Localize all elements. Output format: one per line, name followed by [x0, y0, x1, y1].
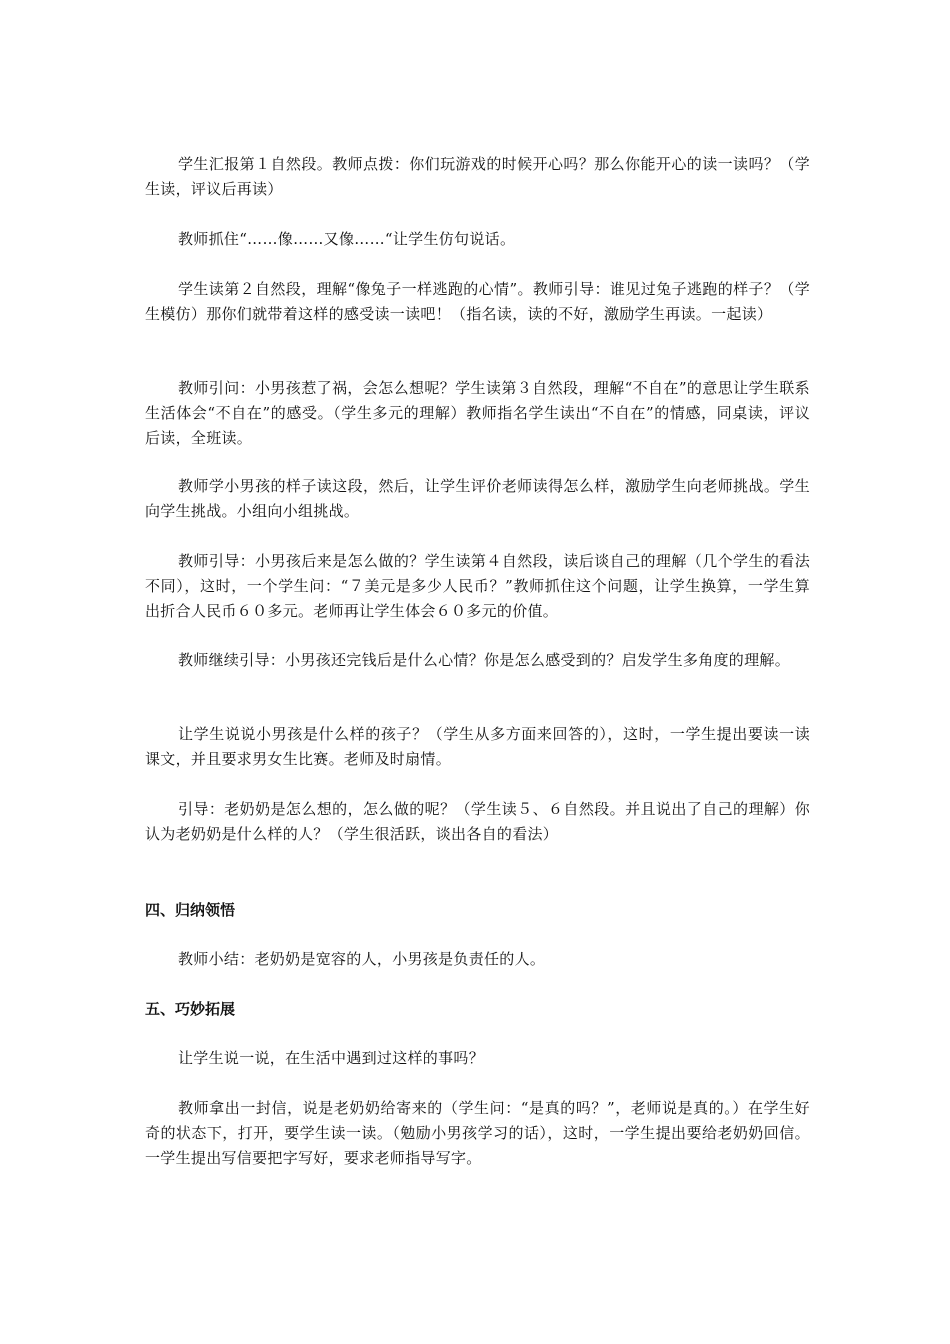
paragraph-life-experience: 让学生说一说，在生活中遇到过这样的事吗？ — [178, 1049, 485, 1067]
paragraph-section-2: 学生读第２自然段，理解“像兔子一样逃跑的心情”。教师引导：谁见过兔子逃跑的样子？（学生模仿）那你们就带着这样的感受读一读吧！（指名读，读的不好，激励学生再读。一起读） — [145, 280, 810, 323]
paragraph-sentence-imitation: 教师抓住“……像……又像……“让学生仿句说话。 — [178, 230, 516, 248]
paragraph-summary: 教师小结：老奶奶是宽容的人，小男孩是负责任的人。 — [178, 950, 546, 968]
paragraph-grandma: 引导：老奶奶是怎么想的，怎么做的呢？（学生读５、６自然段。并且说出了自己的理解）你认为老奶奶是什么样的人？（学生很活跃，谈出各自的看法） — [145, 800, 810, 843]
paragraph-letter: 教师拿出一封信，说是老奶奶给寄来的（学生问：“是真的吗？”，老师说是真的。）在学生好奇的状态下，打开，要学生读一读。（勉励小男孩学习的话），这时，一学生提出要给老奶奶回信。一学生提出写信要把字写好，要求老师指导写字。 — [145, 1099, 810, 1167]
paragraph-section-3: 教师引问：小男孩惹了祸，会怎么想呢？学生读第３自然段，理解“不自在”的意思让学生联系生活体会“不自在”的感受。（学生多元的理解）教师指名学生读出“不自在”的情感，同桌读，评议后读，全班读。 — [145, 379, 810, 447]
section-heading-summary: 四、归纳领悟 — [145, 901, 236, 919]
paragraph-boy-character: 让学生说说小男孩是什么样的孩子？（学生从多方面来回答的），这时，一学生提出要读一读课文，并且要求男女生比赛。老师及时扇情。 — [145, 725, 810, 768]
paragraph-feelings: 教师继续引导：小男孩还完钱后是什么心情？你是怎么感受到的？启发学生多角度的理解。 — [178, 651, 791, 669]
paragraph-report-section-1: 学生汇报第１自然段。教师点拨：你们玩游戏的时候开心吗？那么你能开心的读一读吗？（学生读，评议后再读） — [145, 155, 810, 198]
section-heading-extension: 五、巧妙拓展 — [145, 1000, 236, 1018]
paragraph-teacher-reading: 教师学小男孩的样子读这段，然后，让学生评价老师读得怎么样，激励学生向老师挑战。学生向学生挑战。小组向小组挑战。 — [145, 477, 810, 520]
paragraph-section-4: 教师引导：小男孩后来是怎么做的？学生读第４自然段，读后谈自己的理解（几个学生的看法不同），这时，一个学生问：“７美元是多少人民币？”教师抓住这个问题，让学生换算，一学生算出折合人民币６０多元。老师再让学生体会６０多元的价值。 — [145, 552, 810, 620]
